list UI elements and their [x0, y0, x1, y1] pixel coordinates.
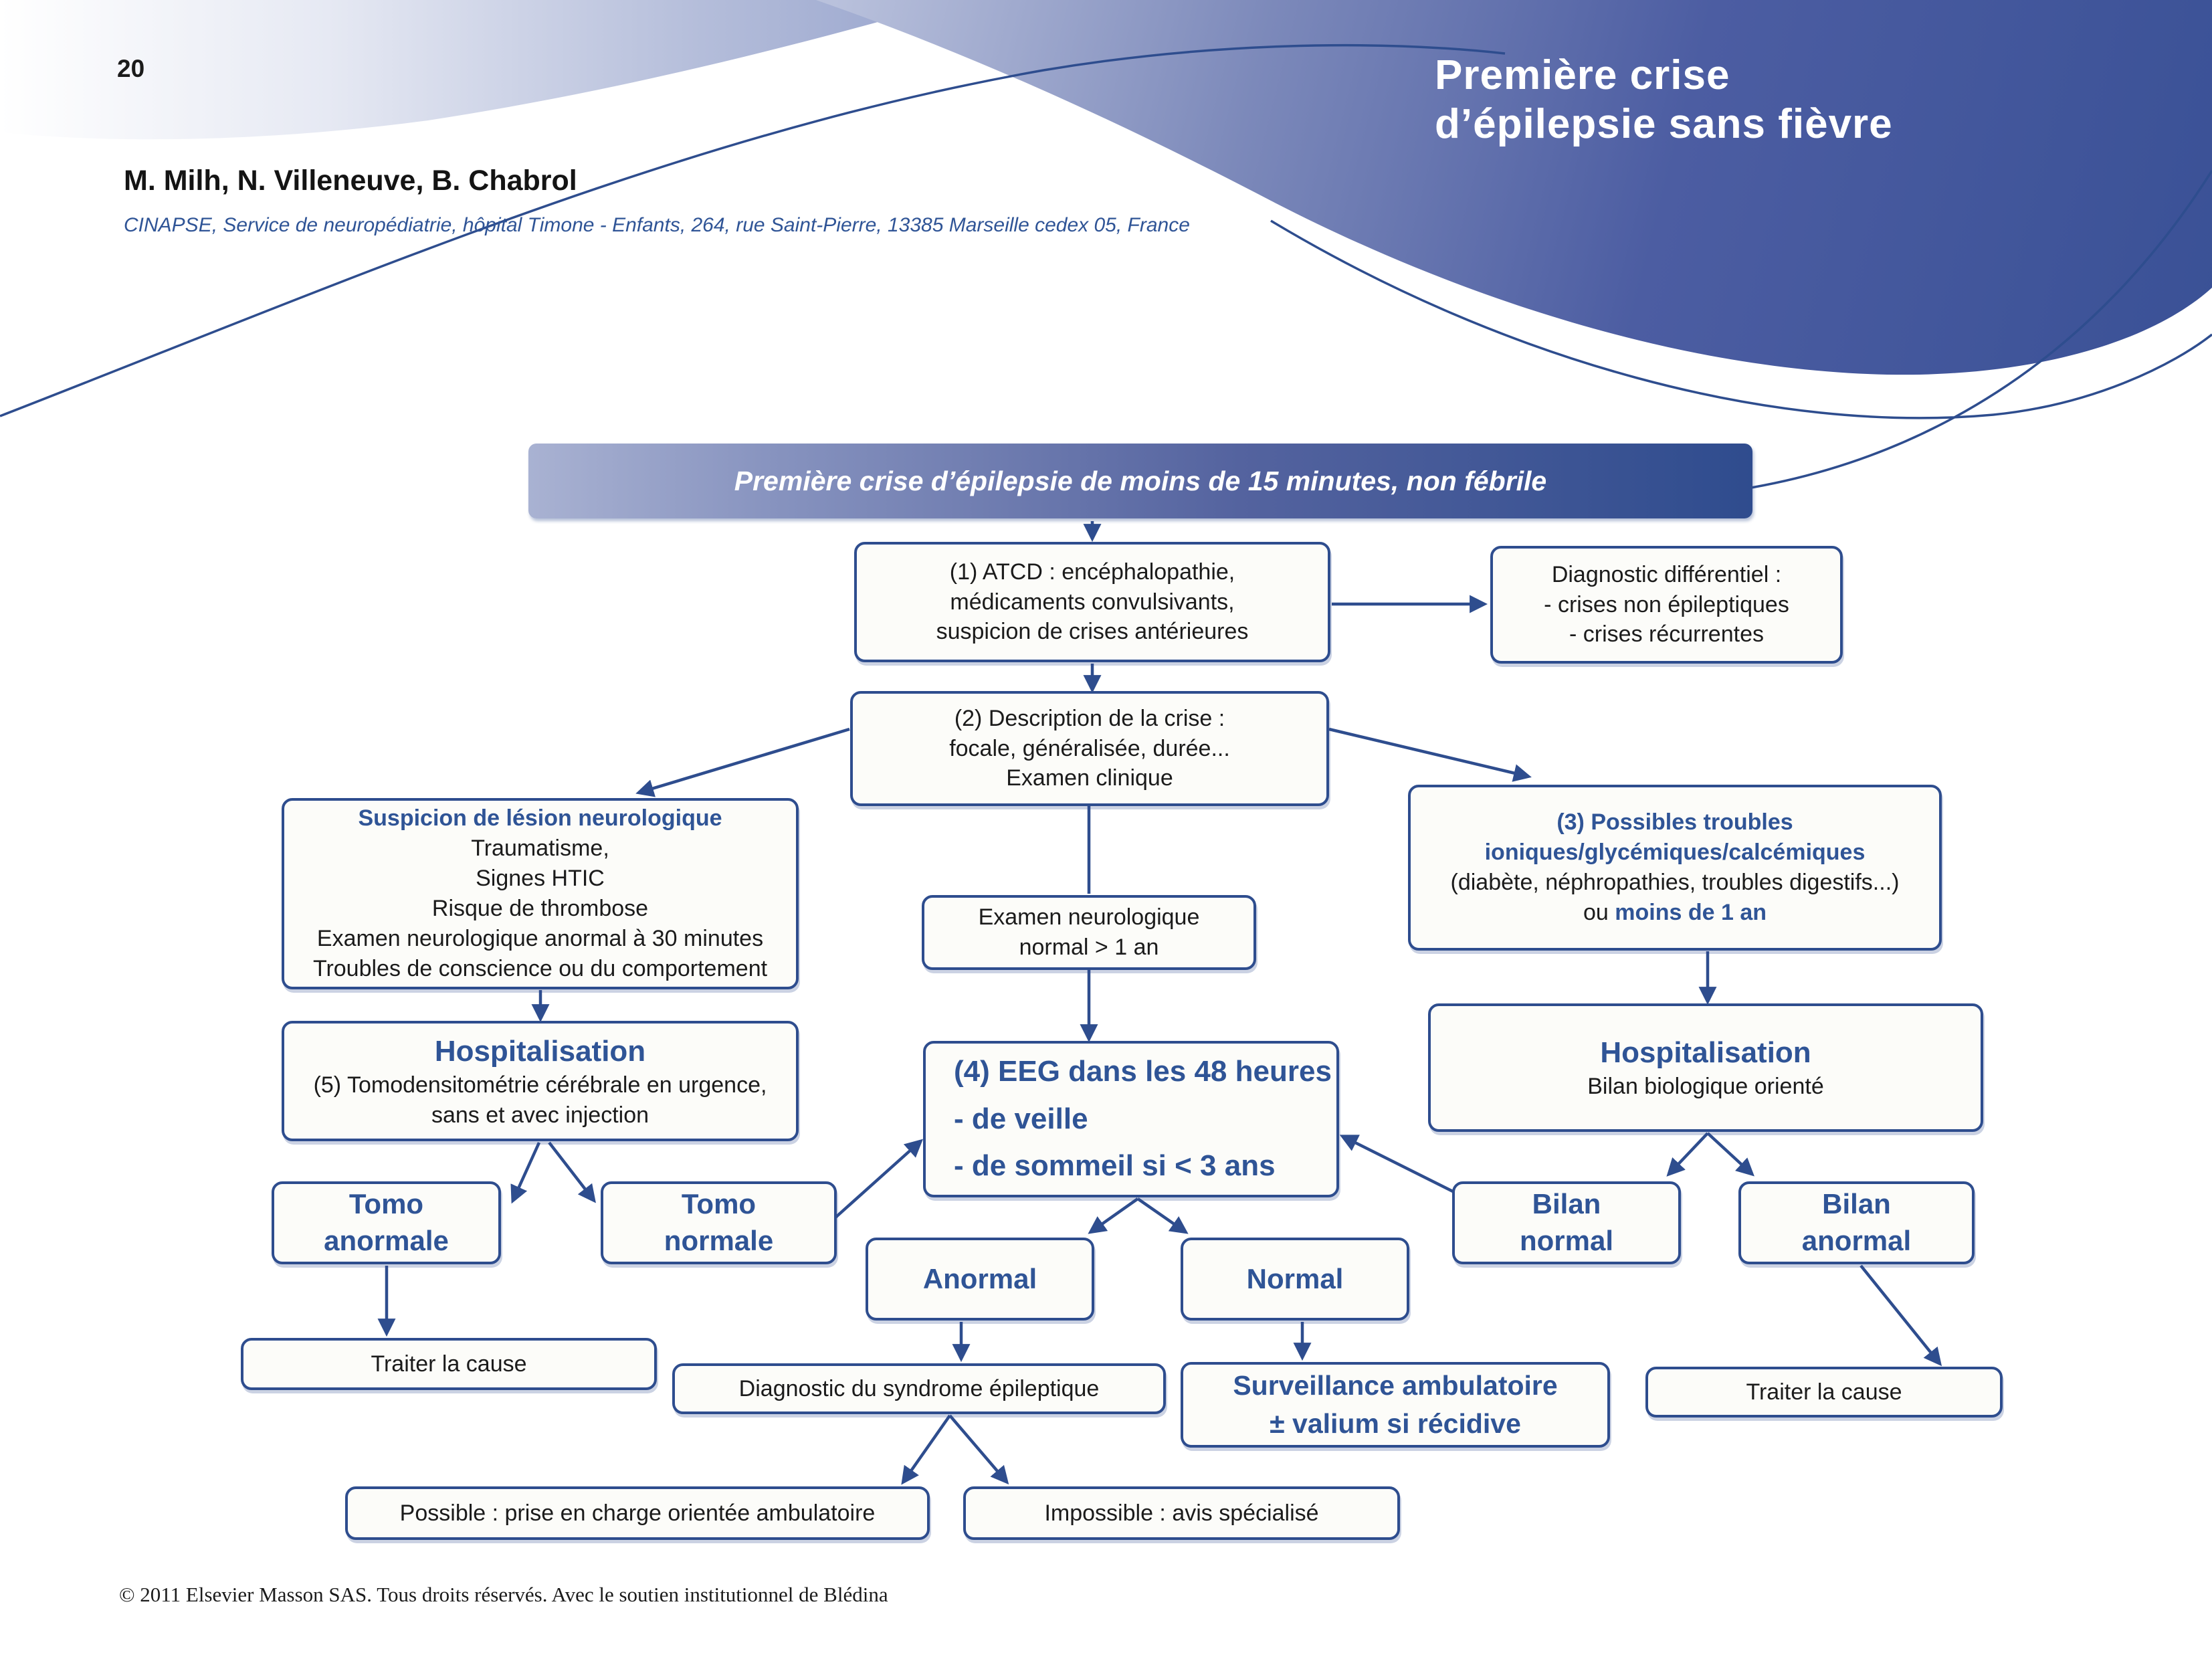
box-hospitalisation-right-subtitle: Bilan biologique orienté — [1587, 1074, 1824, 1100]
box-tomo-anormale — [272, 1181, 501, 1264]
box-diagnostic-differentiel-line: Diagnostic différentiel : — [1551, 561, 1782, 587]
box-possibles-troubles-highlight: moins de 1 an — [1615, 899, 1767, 925]
box-diagnostic-differentiel — [1490, 546, 1843, 664]
arrow-hospright-to-bilan-anormal — [1708, 1133, 1750, 1173]
box-eeg-line: (4) EEG dans les 48 heures — [954, 1055, 1332, 1088]
box-bilan-anormal — [1738, 1181, 1975, 1264]
box-traiter-la-cause-left — [241, 1338, 657, 1390]
box-examen-neurologique-line: Examen neurologique — [978, 904, 1200, 931]
arrow-hospleft-to-tomo-normale — [549, 1143, 593, 1199]
box-tomo-normale-line: normale — [664, 1225, 774, 1256]
page-number: 20 — [117, 55, 145, 82]
box-eeg — [923, 1041, 1339, 1197]
box-atcd-line: suspicion de crises antérieures — [936, 619, 1249, 645]
box-diagnostic-syndrome-label: Diagnostic du syndrome épileptique — [738, 1375, 1100, 1401]
box-suspicion-lesion-line: Troubles de conscience ou du comportement — [312, 955, 768, 981]
box-normal-label: Normal — [1246, 1262, 1344, 1294]
arrow-eeg-to-normal — [1138, 1199, 1184, 1231]
box-suspicion-lesion-line: Signes HTIC — [476, 866, 605, 892]
page-title-line2: d’épilepsie sans fièvre — [1435, 101, 1893, 148]
box-tomo-anormale-line: Tomo — [348, 1188, 424, 1220]
box-hospitalisation-right-title: Hospitalisation — [1600, 1036, 1811, 1069]
box-eeg-line: - de veille — [954, 1102, 1088, 1135]
box-impossible-label: Impossible : avis spécialisé — [1044, 1500, 1319, 1526]
arrow-bilan-normal-to-eeg — [1344, 1137, 1462, 1196]
box-possible-label: Possible : prise en charge orientée ambulatoire — [399, 1500, 876, 1526]
affiliation: CINAPSE, Service de neuropédiatrie, hôpital Timone - Enfants, 264, rue Saint-Pierre, 13385 Marseille cedex 05, France — [124, 214, 1190, 236]
box-possibles-troubles-mixed-line — [1583, 898, 1767, 928]
box-diagnostic-syndrome — [672, 1363, 1166, 1414]
arrow-hospleft-to-tomo-anormale — [514, 1143, 539, 1199]
box-hospitalisation-right — [1428, 1003, 1983, 1132]
box-traiter-la-cause-left-label: Traiter la cause — [371, 1351, 527, 1377]
box-bilan-normal-line: Bilan — [1532, 1188, 1601, 1220]
page-title-line1: Première crise — [1435, 52, 1730, 98]
box-suspicion-lesion-line: Examen neurologique anormal à 30 minutes — [316, 925, 764, 951]
arrow-eeg-to-anormal — [1092, 1199, 1138, 1231]
box-root-label: Première crise d’épilepsie de moins de 15 minutes, non fébrile — [734, 465, 1547, 496]
box-description-crise-line: focale, généralisée, durée... — [949, 735, 1230, 761]
box-traiter-la-cause-right-label: Traiter la cause — [1746, 1379, 1902, 1405]
box-diagnostic-differentiel-line: - crises non épileptiques — [1544, 591, 1789, 617]
box-hospitalisation-left-line: sans et avec injection — [431, 1102, 649, 1128]
box-description-crise-line: Examen clinique — [1006, 765, 1173, 791]
box-tomo-anormale-line: anormale — [324, 1225, 449, 1256]
box-possible — [345, 1486, 930, 1540]
box-surveillance-ambulatoire-line: ± valium si récidive — [1270, 1408, 1521, 1439]
box-surveillance-ambulatoire — [1181, 1362, 1610, 1448]
box-examen-neurologique — [922, 895, 1256, 970]
box-bilan-anormal-line: Bilan — [1822, 1188, 1891, 1220]
arrow-description-to-troubles — [1329, 729, 1526, 776]
box-description-crise — [850, 691, 1329, 806]
arrow-hospright-to-bilan-normal — [1670, 1133, 1708, 1173]
box-description-crise-line: (2) Description de la crise : — [954, 705, 1225, 731]
box-anormal-label: Anormal — [922, 1262, 1037, 1294]
box-hospitalisation-left-line: (5) Tomodensitométrie cérébrale en urgence, — [313, 1072, 767, 1098]
box-atcd-line: médicaments convulsivants, — [950, 589, 1235, 615]
box-possibles-troubles-title: ioniques/glycémiques/calcémiques — [1484, 840, 1866, 866]
box-impossible — [963, 1486, 1400, 1540]
arrow-bilan-anormal-to-traiter-right — [1861, 1266, 1938, 1362]
box-possibles-troubles-line: (diabète, néphropathies, troubles digestifs...) — [1450, 870, 1900, 895]
box-suspicion-lesion — [282, 798, 799, 989]
copyright-notice: © 2011 Elsevier Masson SAS. Tous droits réservés. Avec le soutien institutionnel de Blédina — [119, 1583, 888, 1606]
box-examen-neurologique-line: normal > 1 an — [1019, 935, 1159, 960]
box-bilan-normal-line: normal — [1519, 1225, 1614, 1256]
box-hospitalisation-left — [282, 1021, 799, 1141]
box-normal — [1181, 1238, 1409, 1321]
box-tomo-normale — [601, 1181, 837, 1264]
arrow-description-to-suspicion — [641, 729, 849, 792]
box-surveillance-ambulatoire-line: Surveillance ambulatoire — [1233, 1369, 1558, 1401]
arrow-diag-syndrome-to-possible — [904, 1416, 950, 1480]
arrow-tomo-normale-to-eeg — [835, 1143, 919, 1217]
authors: M. Milh, N. Villeneuve, B. Chabrol — [124, 165, 577, 197]
box-possibles-troubles — [1408, 785, 1942, 951]
box-hospitalisation-left-title: Hospitalisation — [434, 1034, 646, 1068]
box-possibles-troubles-title: (3) Possibles troubles — [1556, 809, 1793, 836]
box-suspicion-lesion-line: Traumatisme, — [471, 836, 609, 862]
box-eeg-line: - de sommeil si < 3 ans — [954, 1149, 1276, 1183]
box-diagnostic-differentiel-line: - crises récurrentes — [1569, 621, 1764, 648]
box-atcd — [854, 542, 1330, 662]
box-tomo-normale-line: Tomo — [681, 1188, 757, 1220]
box-root — [528, 444, 1752, 518]
box-suspicion-lesion-title: Suspicion de lésion neurologique — [358, 805, 722, 832]
box-bilan-normal — [1452, 1181, 1681, 1264]
box-suspicion-lesion-line: Risque de thrombose — [431, 896, 649, 921]
box-anormal — [866, 1238, 1094, 1321]
arrow-diag-syndrome-to-impossible — [950, 1416, 1005, 1480]
box-possibles-troubles-prefix: ou — [1583, 899, 1615, 925]
box-traiter-la-cause-right — [1645, 1367, 2003, 1418]
box-bilan-anormal-line: anormal — [1801, 1225, 1912, 1256]
box-atcd-line: (1) ATCD : encéphalopathie, — [949, 559, 1235, 585]
page-title — [1435, 51, 1893, 149]
